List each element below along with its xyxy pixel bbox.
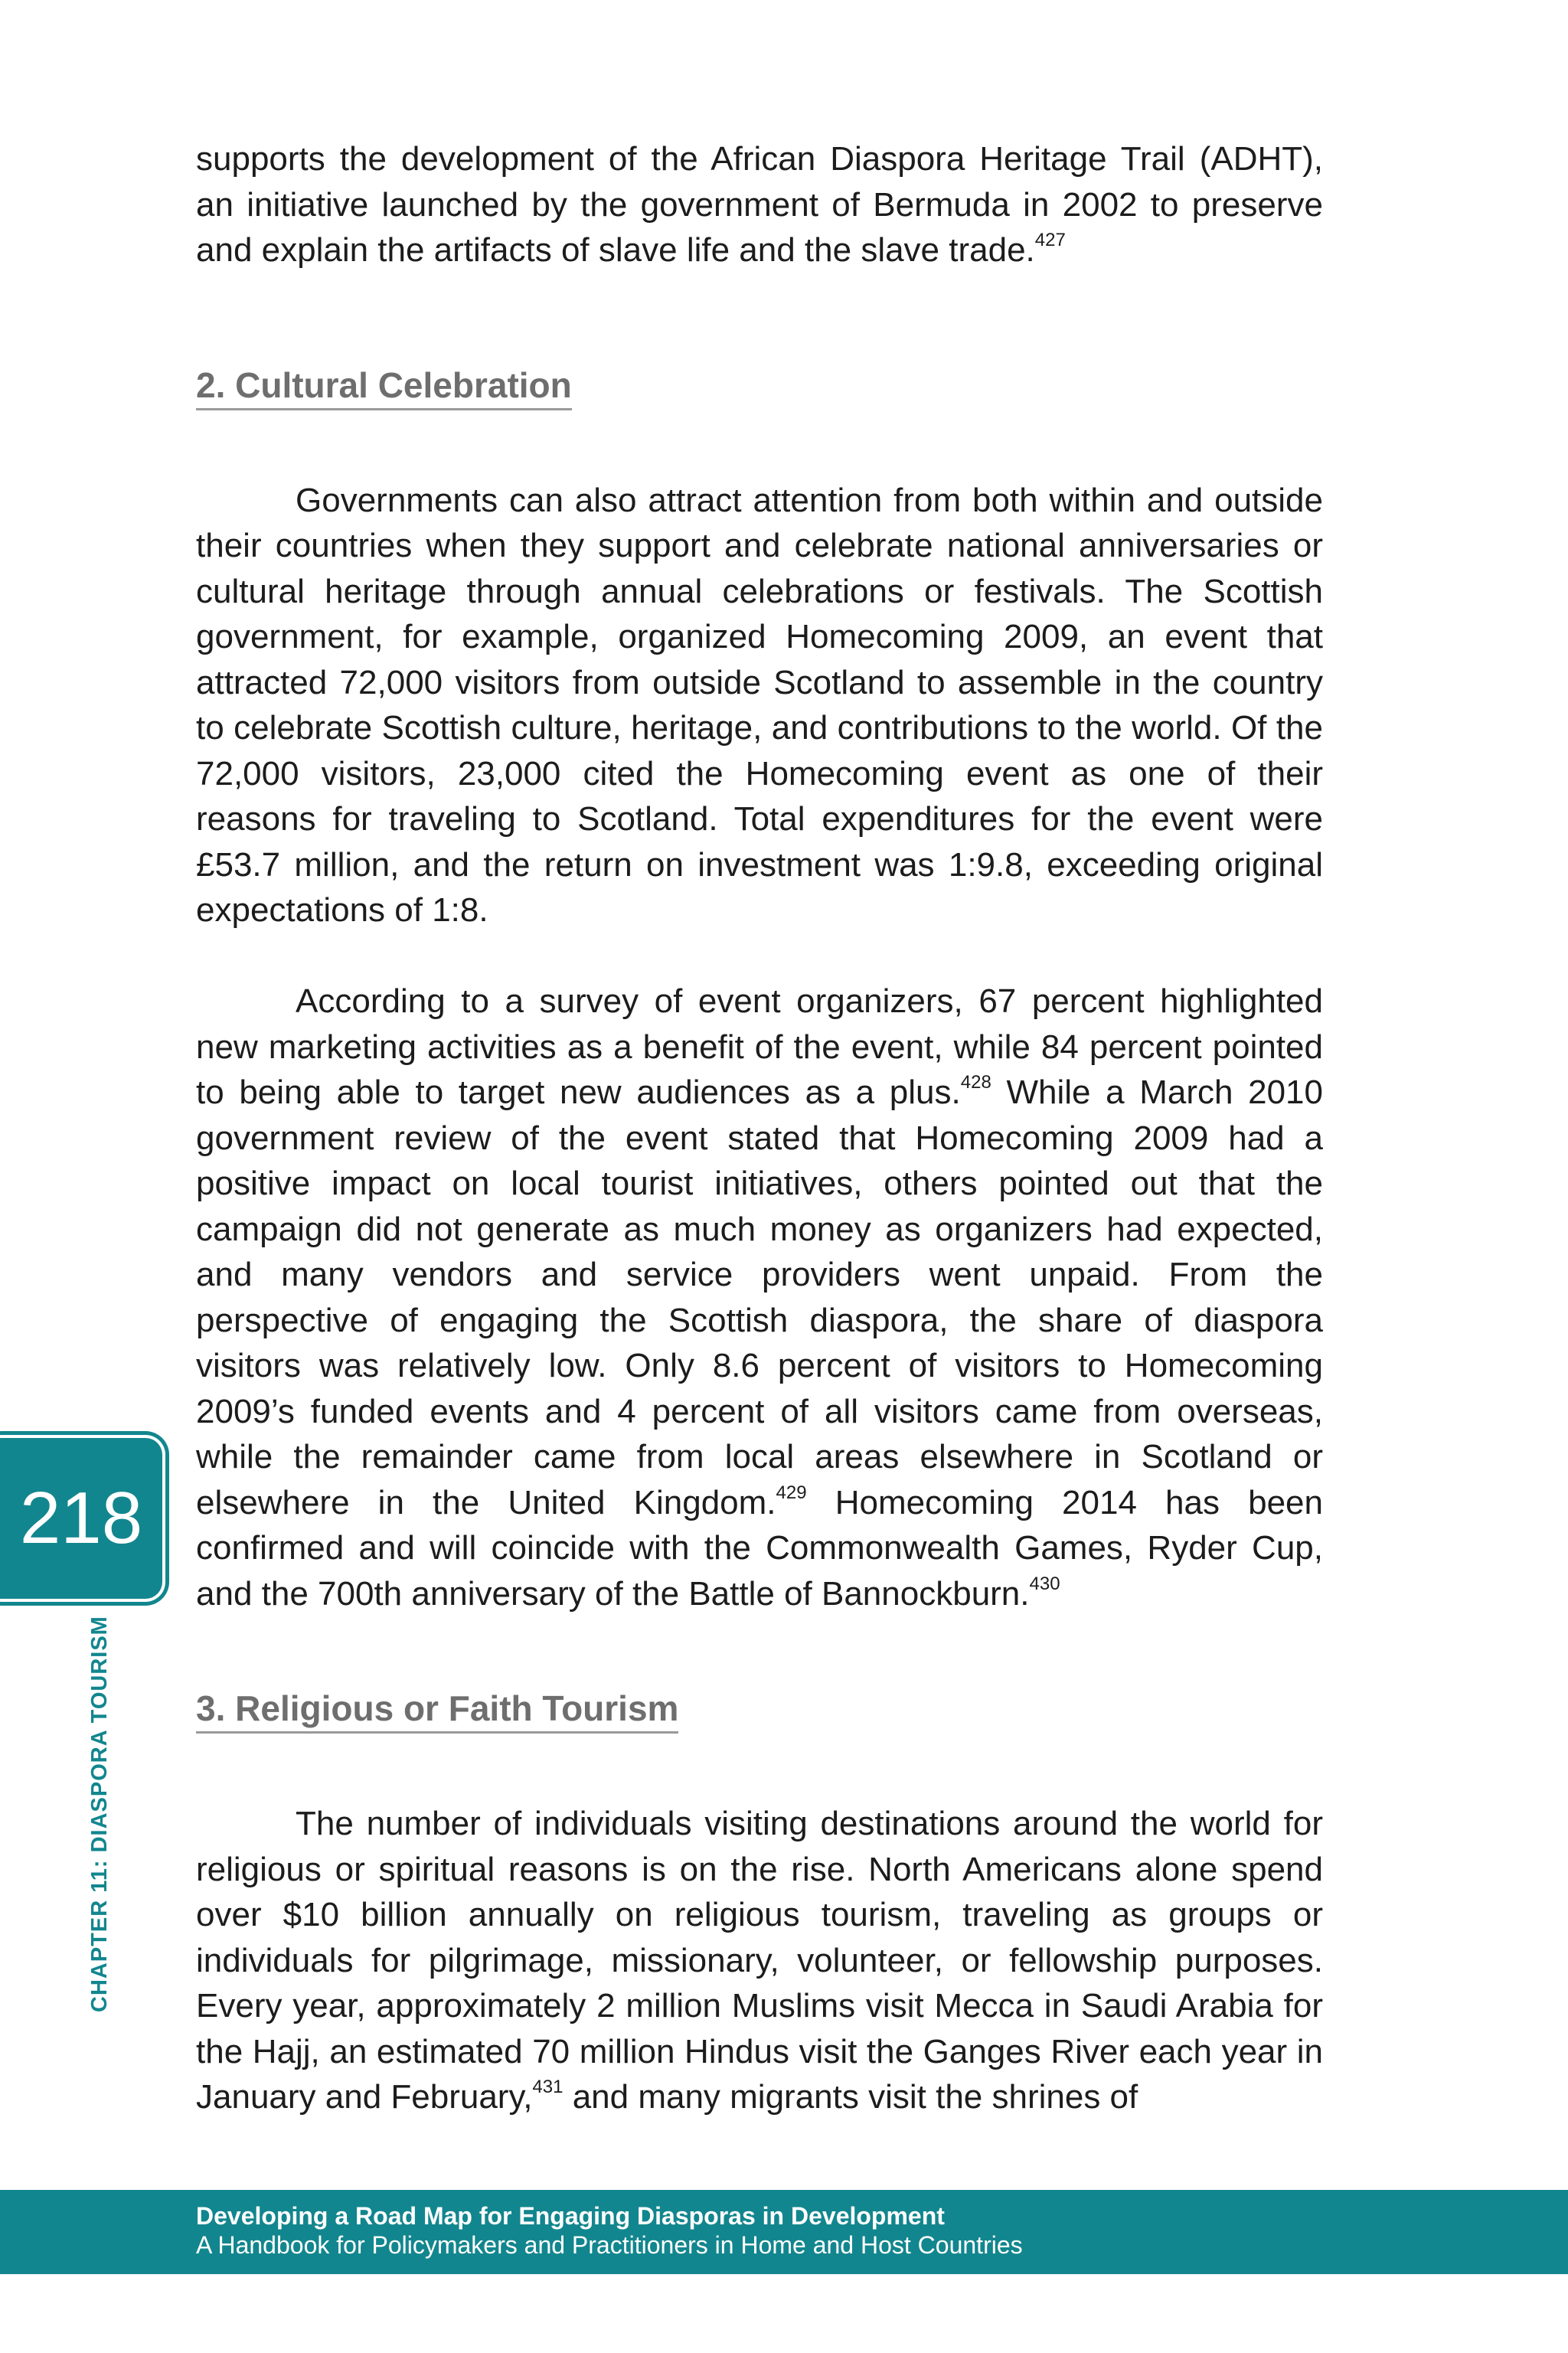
footnote-ref[interactable]: 430 — [1029, 1573, 1060, 1594]
paragraph-text: According to a survey of event organizers, 67 percent highlighted new marketing activities as a benefit of the event, while 84 percent pointed to being able to target new audiences as a plus. — [196, 982, 1323, 1111]
footnote-ref[interactable]: 429 — [776, 1482, 807, 1503]
paragraph-text: While a March 2010 government review of the event stated that Homecoming 2009 had a positive impact on local tourist initiatives, others pointed out that the campaign did not generate as much money as organizers had expected, and many vendors and service providers went unpaid. From the perspective of engaging the Scottish diaspora, the share of diaspora visitors was relatively low. Only 8.6 percent of visitors to Homecoming 2009’s funded events and 4 percent of all visitors came from overseas, while the remainder came from local areas elsewhere in Scotland or elsewhere in the United Kingdom. — [196, 1074, 1323, 1521]
intro-paragraph — [196, 136, 1323, 273]
footer-title: Developing a Road Map for Engaging Diasporas in Development — [196, 2202, 945, 2230]
footer-subtitle: A Handbook for Policymakers and Practitioners in Home and Host Countries — [196, 2231, 1023, 2259]
paragraph-homecoming: Governments can also attract attention from both within and outside their countries when they support and celebrate national anniversaries or cultural heritage through annual celebrations or festivals. The Scottish government, for example, organized Homecoming 2009, an event that attracted 72,000 visitors from outside Scotland to assemble in the country to celebrate Scottish culture, heritage, and contributions to the world. Of the 72,000 visitors, 23,000 cited the Homecoming event as one of their reasons for traveling to Scotland. Total expenditures for the event were £53.7 million, and the return on investment was 1:9.8, exceeding original expectations of 1:8. — [196, 481, 1323, 929]
paragraph-religious — [196, 1801, 1323, 2120]
page-body — [196, 136, 1323, 2120]
paragraph-text: Homecoming 2014 has been confirmed and will coincide with the Commonwealth Games, Ryder Cup, and the 700th anniversary of the Battle of Bannockburn. — [196, 1483, 1323, 1613]
paragraph-survey — [196, 979, 1323, 1616]
section-heading-religious-tourism: 3. Religious or Faith Tourism — [196, 1688, 678, 1734]
page-number: 218 — [19, 1477, 143, 1559]
paragraph-text: and many migrants visit the shrines of — [563, 2078, 1138, 2116]
footer-bar — [0, 2190, 1568, 2274]
intro-text: supports the development of the African Diaspora Heritage Trail (ADHT), an initiative launched by the government of Bermuda in 2002 to preserve and explain the artifacts of slave life and the slave trade. — [196, 140, 1323, 269]
footnote-ref[interactable]: 427 — [1034, 230, 1066, 250]
paragraph-text: The number of individuals visiting destinations around the world for religious or spiritual reasons is on the rise. North Americans alone spend over $10 billion annually on religious tourism, traveling as groups or individuals for pilgrimage, missionary, volunteer, or fellowship purposes. Every year, approximately 2 million Muslims visit Mecca in Saudi Arabia for the Hajj, an estimated 70 million Hindus visit the Ganges River each year in January and February, — [196, 1805, 1323, 2116]
footnote-ref[interactable]: 431 — [532, 2077, 564, 2097]
chapter-label: CHAPTER 11: DIASPORA TOURISM — [87, 1616, 112, 2012]
footnote-ref[interactable]: 428 — [960, 1072, 991, 1093]
section-heading-cultural-celebration: 2. Cultural Celebration — [196, 365, 572, 410]
page-number-tab — [0, 1438, 162, 1599]
